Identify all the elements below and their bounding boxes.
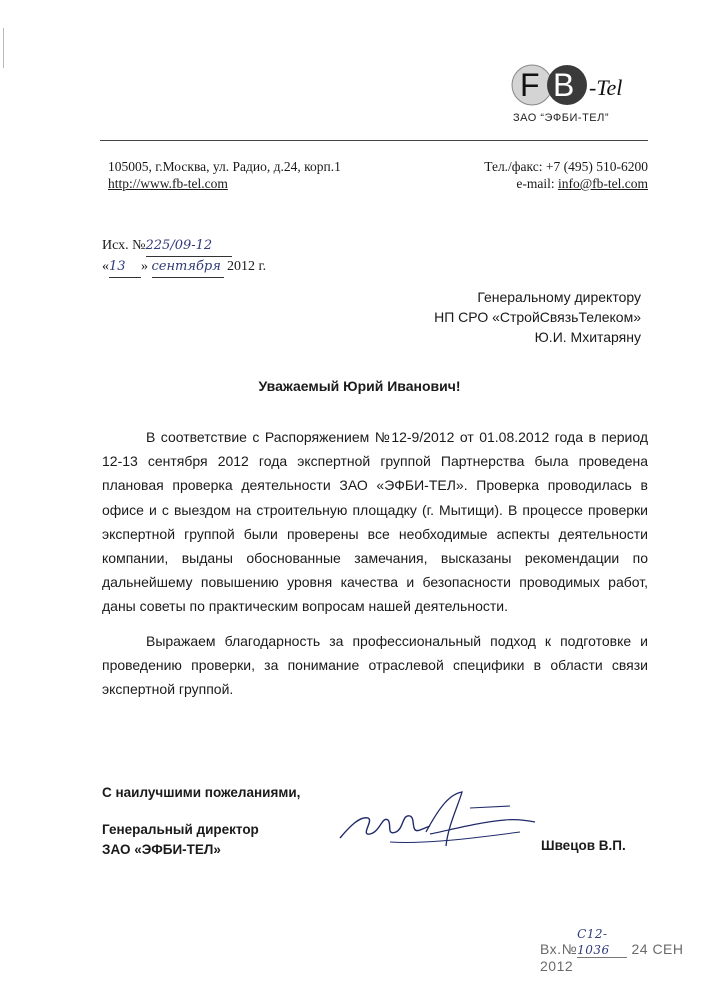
recipient-title: Генеральному директору [477, 289, 641, 305]
phone-fax: Тел./факс: +7 (495) 510-6200 [484, 159, 648, 174]
outgoing-reference [102, 236, 266, 278]
outgoing-month: сентября [151, 259, 221, 274]
signer-title-block [102, 820, 259, 860]
incoming-stamp-number: С12-1036 [577, 927, 610, 957]
salutation: Уважаемый Юрий Иванович! [258, 378, 461, 394]
svg-text:B: B [553, 67, 575, 103]
header-contacts-left [108, 158, 341, 192]
svg-text:F: F [520, 67, 540, 103]
fb-tel-logo-mark [509, 62, 649, 108]
signer-name: Швецов В.П. [541, 838, 626, 853]
incoming-stamp [540, 925, 719, 974]
signer-position: Генеральный директор [102, 822, 259, 837]
logo-company-name: ЗАО “ЭФБИ-ТЕЛ” [513, 112, 610, 124]
outgoing-day: 13 [109, 259, 126, 274]
company-logo [509, 62, 659, 130]
header-contacts-right [484, 158, 648, 192]
outgoing-year: 2012 г. [227, 259, 267, 274]
email-link[interactable]: info@fb-tel.com [557, 176, 648, 191]
quote-open: « [102, 259, 109, 274]
handwritten-signature [330, 786, 540, 856]
body-paragraph-2: Выражаем благодарность за профессиональный подход к подготовке и проведению проверки, за понимание отраслевой специфики в области связи экспертной группой. [102, 632, 648, 698]
quote-close: » [141, 259, 148, 274]
closing-phrase: С наилучшими пожеланиями, [102, 785, 301, 800]
email-label: e-mail: [516, 176, 558, 191]
incoming-stamp-date: 24 СЕН 2012 [540, 941, 684, 974]
incoming-stamp-prefix: Вх.№ [540, 941, 578, 957]
body-paragraph-1: В соответствие с Распоряжением №12-9/2012 от 01.08.2012 года в период 12-13 сентября 2012 года экспертной группой Партнерства была проведена плановая проверка деятельности ЗАО «ЭФБИ-ТЕЛ». Проверка проводилась в офисе и с выездом на строительную площадку (г. Мытищи). В процессе проверки экспертной группой были проверены все необходимые аспекты деятельности компании, выданы обоснованные замечания, высказаны рекомендации по дальнейшему повышению уровня качества и безопасности проводимых работ, даны советы по практическим вопросам нашей деятельности. [102, 429, 648, 615]
header-divider [100, 140, 648, 141]
recipient-block [434, 287, 641, 347]
letter-body [102, 425, 648, 711]
outgoing-number-label: Исх. № [102, 238, 146, 253]
outgoing-number: 225/09-12 [145, 238, 213, 253]
svg-text:-Tel: -Tel [589, 75, 623, 100]
company-address: 105005, г.Москва, ул. Радио, д.24, корп.1 [108, 159, 341, 174]
scan-edge-mark [3, 28, 4, 68]
recipient-organization: НП СРО «СтройСвязьТелеком» [434, 309, 641, 325]
website-link[interactable]: http://www.fb-tel.com [108, 176, 228, 191]
signer-company: ЗАО «ЭФБИ-ТЕЛ» [102, 842, 221, 857]
recipient-name: Ю.И. Мхитаряну [534, 329, 641, 345]
